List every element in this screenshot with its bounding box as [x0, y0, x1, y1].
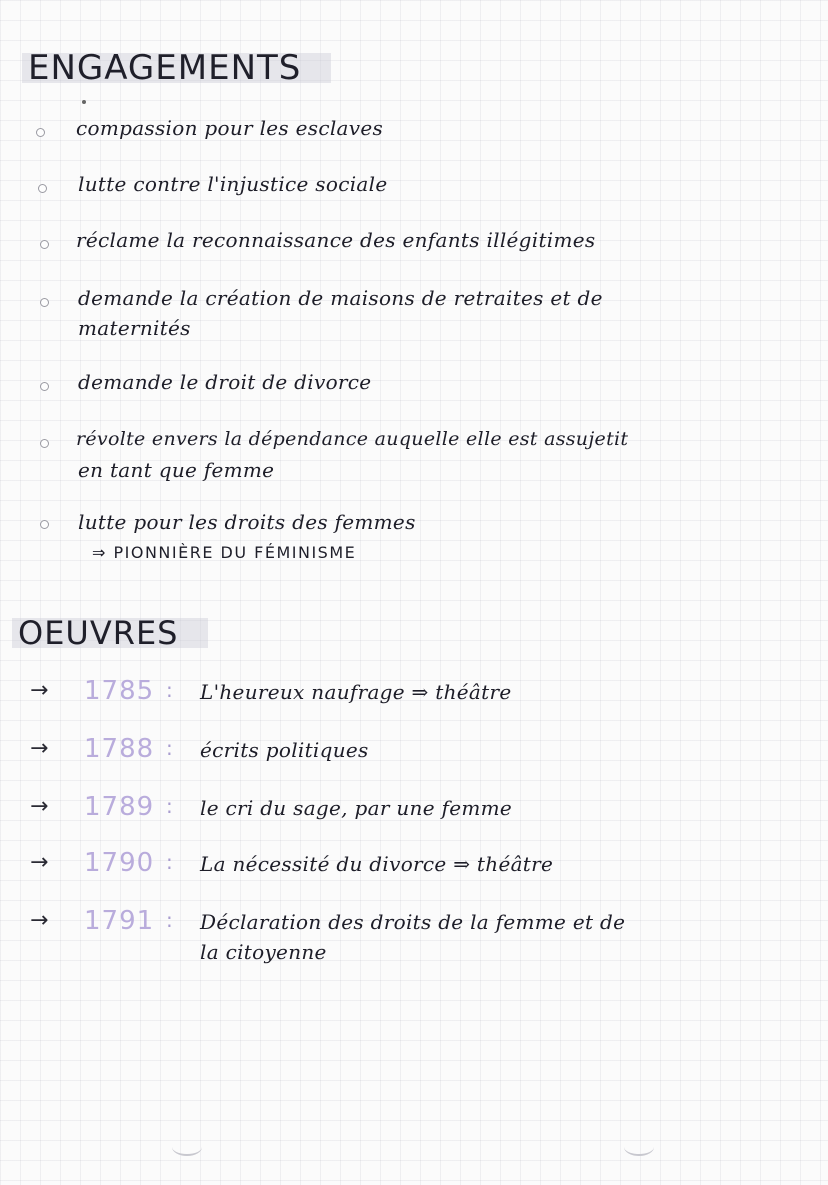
engagement-item: lutte contre l'injustice sociale [78, 172, 388, 196]
binder-ring-mark [172, 1138, 202, 1156]
bullet-icon [40, 439, 49, 448]
work-year: 1791 [84, 906, 155, 936]
engagement-item: révolte envers la dépendance auquelle elle est assujetit [76, 428, 629, 450]
conclusion-text: ⇒ PIONNIÈRE DU FÉMINISME [92, 543, 357, 562]
bullet-icon [38, 184, 47, 193]
bullet-icon [40, 382, 49, 391]
arrow-icon: → [30, 736, 49, 761]
bullet-icon [40, 298, 49, 307]
engagement-item: réclame la reconnaissance des enfants illégitimes [76, 228, 596, 252]
colon-mark: : [166, 736, 173, 760]
ink-dot [82, 100, 86, 104]
work-year: 1788 [84, 734, 155, 764]
work-year: 1790 [84, 848, 155, 878]
bullet-icon [40, 240, 49, 249]
arrow-icon: → [30, 850, 49, 875]
work-title: Déclaration des droits de la femme et de [200, 910, 626, 934]
bullet-icon [36, 128, 45, 137]
work-year: 1789 [84, 792, 155, 822]
engagement-item: demande le droit de divorce [78, 370, 372, 394]
work-title: le cri du sage, par une femme [200, 796, 512, 820]
work-title: La nécessité du divorce ⇒ théâtre [200, 852, 554, 876]
colon-mark: : [166, 794, 173, 818]
oeuvres-heading: OEUVRES [12, 614, 208, 652]
colon-mark: : [166, 908, 173, 932]
arrow-icon: → [30, 678, 49, 703]
engagement-item-continuation: maternités [78, 316, 191, 340]
arrow-icon: → [30, 908, 49, 933]
work-title: L'heureux naufrage ⇒ théâtre [200, 680, 512, 704]
colon-mark: : [166, 678, 173, 702]
work-title: écrits politiques [200, 738, 369, 762]
engagement-item: demande la création de maisons de retraites et de [78, 286, 603, 310]
arrow-icon: → [30, 794, 49, 819]
work-title-continuation: la citoyenne [200, 940, 327, 964]
engagement-item-continuation: en tant que femme [78, 458, 275, 482]
engagement-item: lutte pour les droits des femmes [78, 510, 416, 534]
engagement-item: compassion pour les esclaves [76, 116, 384, 140]
bullet-icon [40, 520, 49, 529]
engagements-heading: ENGAGEMENTS [22, 48, 331, 88]
colon-mark: : [166, 850, 173, 874]
binder-ring-mark [624, 1138, 654, 1156]
work-year: 1785 [84, 676, 155, 706]
